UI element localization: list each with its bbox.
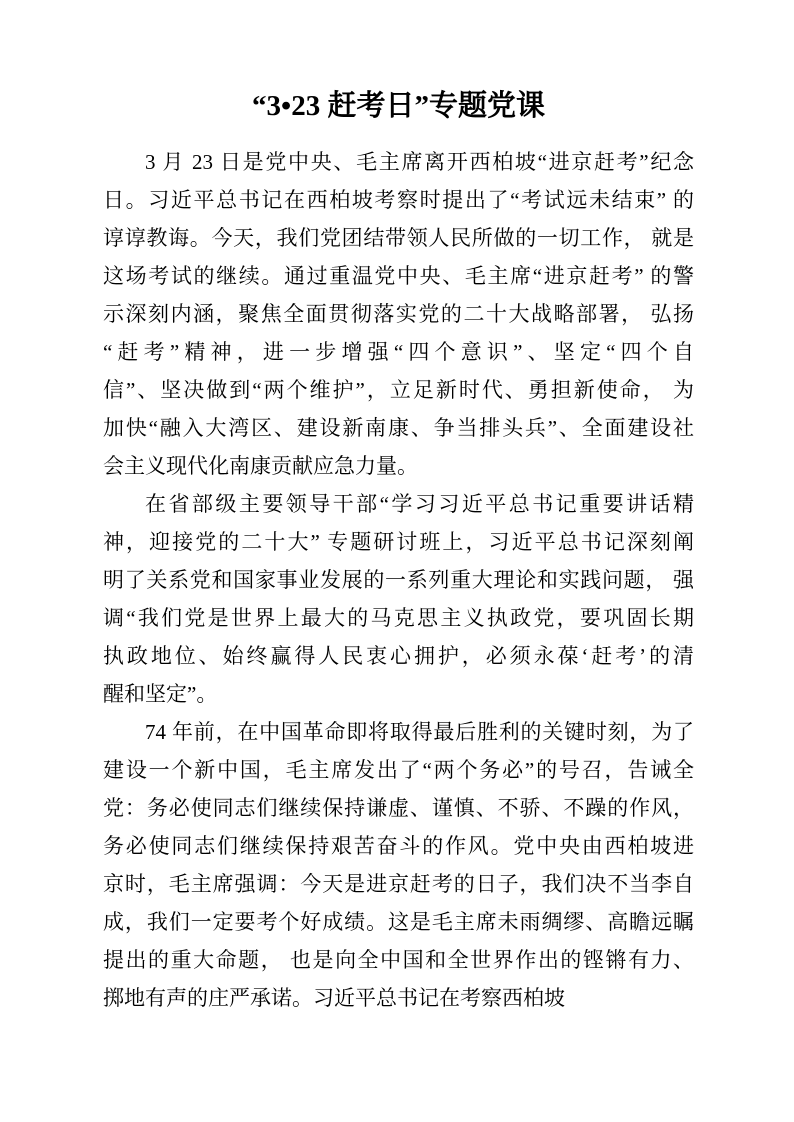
text-line: 掷地有声的庄严承诺。习近平总书记在考察西柏坡 bbox=[103, 986, 565, 1010]
paragraph-3 bbox=[103, 713, 694, 1017]
document-title: “3•23 赶考日”专题党课 bbox=[252, 90, 545, 122]
text-line: 京时，毛主席强调：今天是进京赶考的日子，我们决不当李自 bbox=[103, 872, 694, 896]
text-line: 建设一个新中国，毛主席发出了“两个务必”的号召，告诫全 bbox=[103, 758, 694, 782]
text-line: 明了关系党和国家事业发展的一系列重大理论和实践问题， 强 bbox=[103, 568, 694, 592]
text-line: 成，我们一定要考个好成绩。这是毛主席未雨绸缪、高瞻远瞩 bbox=[103, 910, 694, 934]
paragraph-1 bbox=[103, 143, 694, 485]
text-line: 醒和坚定”。 bbox=[103, 682, 218, 706]
document-content bbox=[103, 84, 694, 1017]
text-line: 在省部级主要领导干部“学习习近平总书记重要讲话精 bbox=[145, 492, 694, 516]
text-line: 加快“融入大湾区、建设新南康、争当排头兵”、全面建设社 bbox=[103, 416, 694, 440]
paragraph-2 bbox=[103, 485, 694, 713]
text-line: 调“我们党是世界上最大的马克思主义执政党，要巩固长期 bbox=[103, 606, 694, 630]
text-line: 信”、坚决做到“两个维护”，立足新时代、勇担新使命， 为 bbox=[103, 378, 694, 402]
text-line: 谆谆教诲。今天，我们党团结带领人民所做的一切工作， 就是 bbox=[103, 226, 694, 250]
text-line: 3 月 23 日是党中央、毛主席离开西柏坡“进京赶考”纪念 bbox=[145, 150, 694, 174]
text-line: 提出的重大命题， 也是向全中国和全世界作出的铿锵有力、 bbox=[103, 948, 694, 972]
text-line: “赶考”精神，进一步增强“四个意识”、坚定“四个自 bbox=[103, 340, 694, 364]
text-line: 务必使同志们继续保持艰苦奋斗的作风。党中央由西柏坡进 bbox=[103, 834, 694, 858]
text-line: 日。习近平总书记在西柏坡考察时提出了“考试远未结束” 的 bbox=[103, 188, 694, 212]
text-line: 示深刻内涵，聚焦全面贯彻落实党的二十大战略部署， 弘扬 bbox=[103, 302, 694, 326]
text-line: 74 年前，在中国革命即将取得最后胜利的关键时刻，为了 bbox=[145, 720, 694, 744]
text-line: 党：务必使同志们继续保持谦虚、谨慎、不骄、不躁的作风， bbox=[103, 796, 694, 820]
text-line: 神，迎接党的二十大” 专题研讨班上，习近平总书记深刻阐 bbox=[103, 530, 694, 554]
text-line: 会主义现代化南康贡献应急力量。 bbox=[103, 454, 418, 478]
text-line: 执政地位、始终赢得人民衷心拥护，必须永葆‘赶考’的清 bbox=[103, 644, 694, 668]
text-line: 这场考试的继续。通过重温党中央、毛主席“进京赶考” 的警 bbox=[103, 264, 694, 288]
